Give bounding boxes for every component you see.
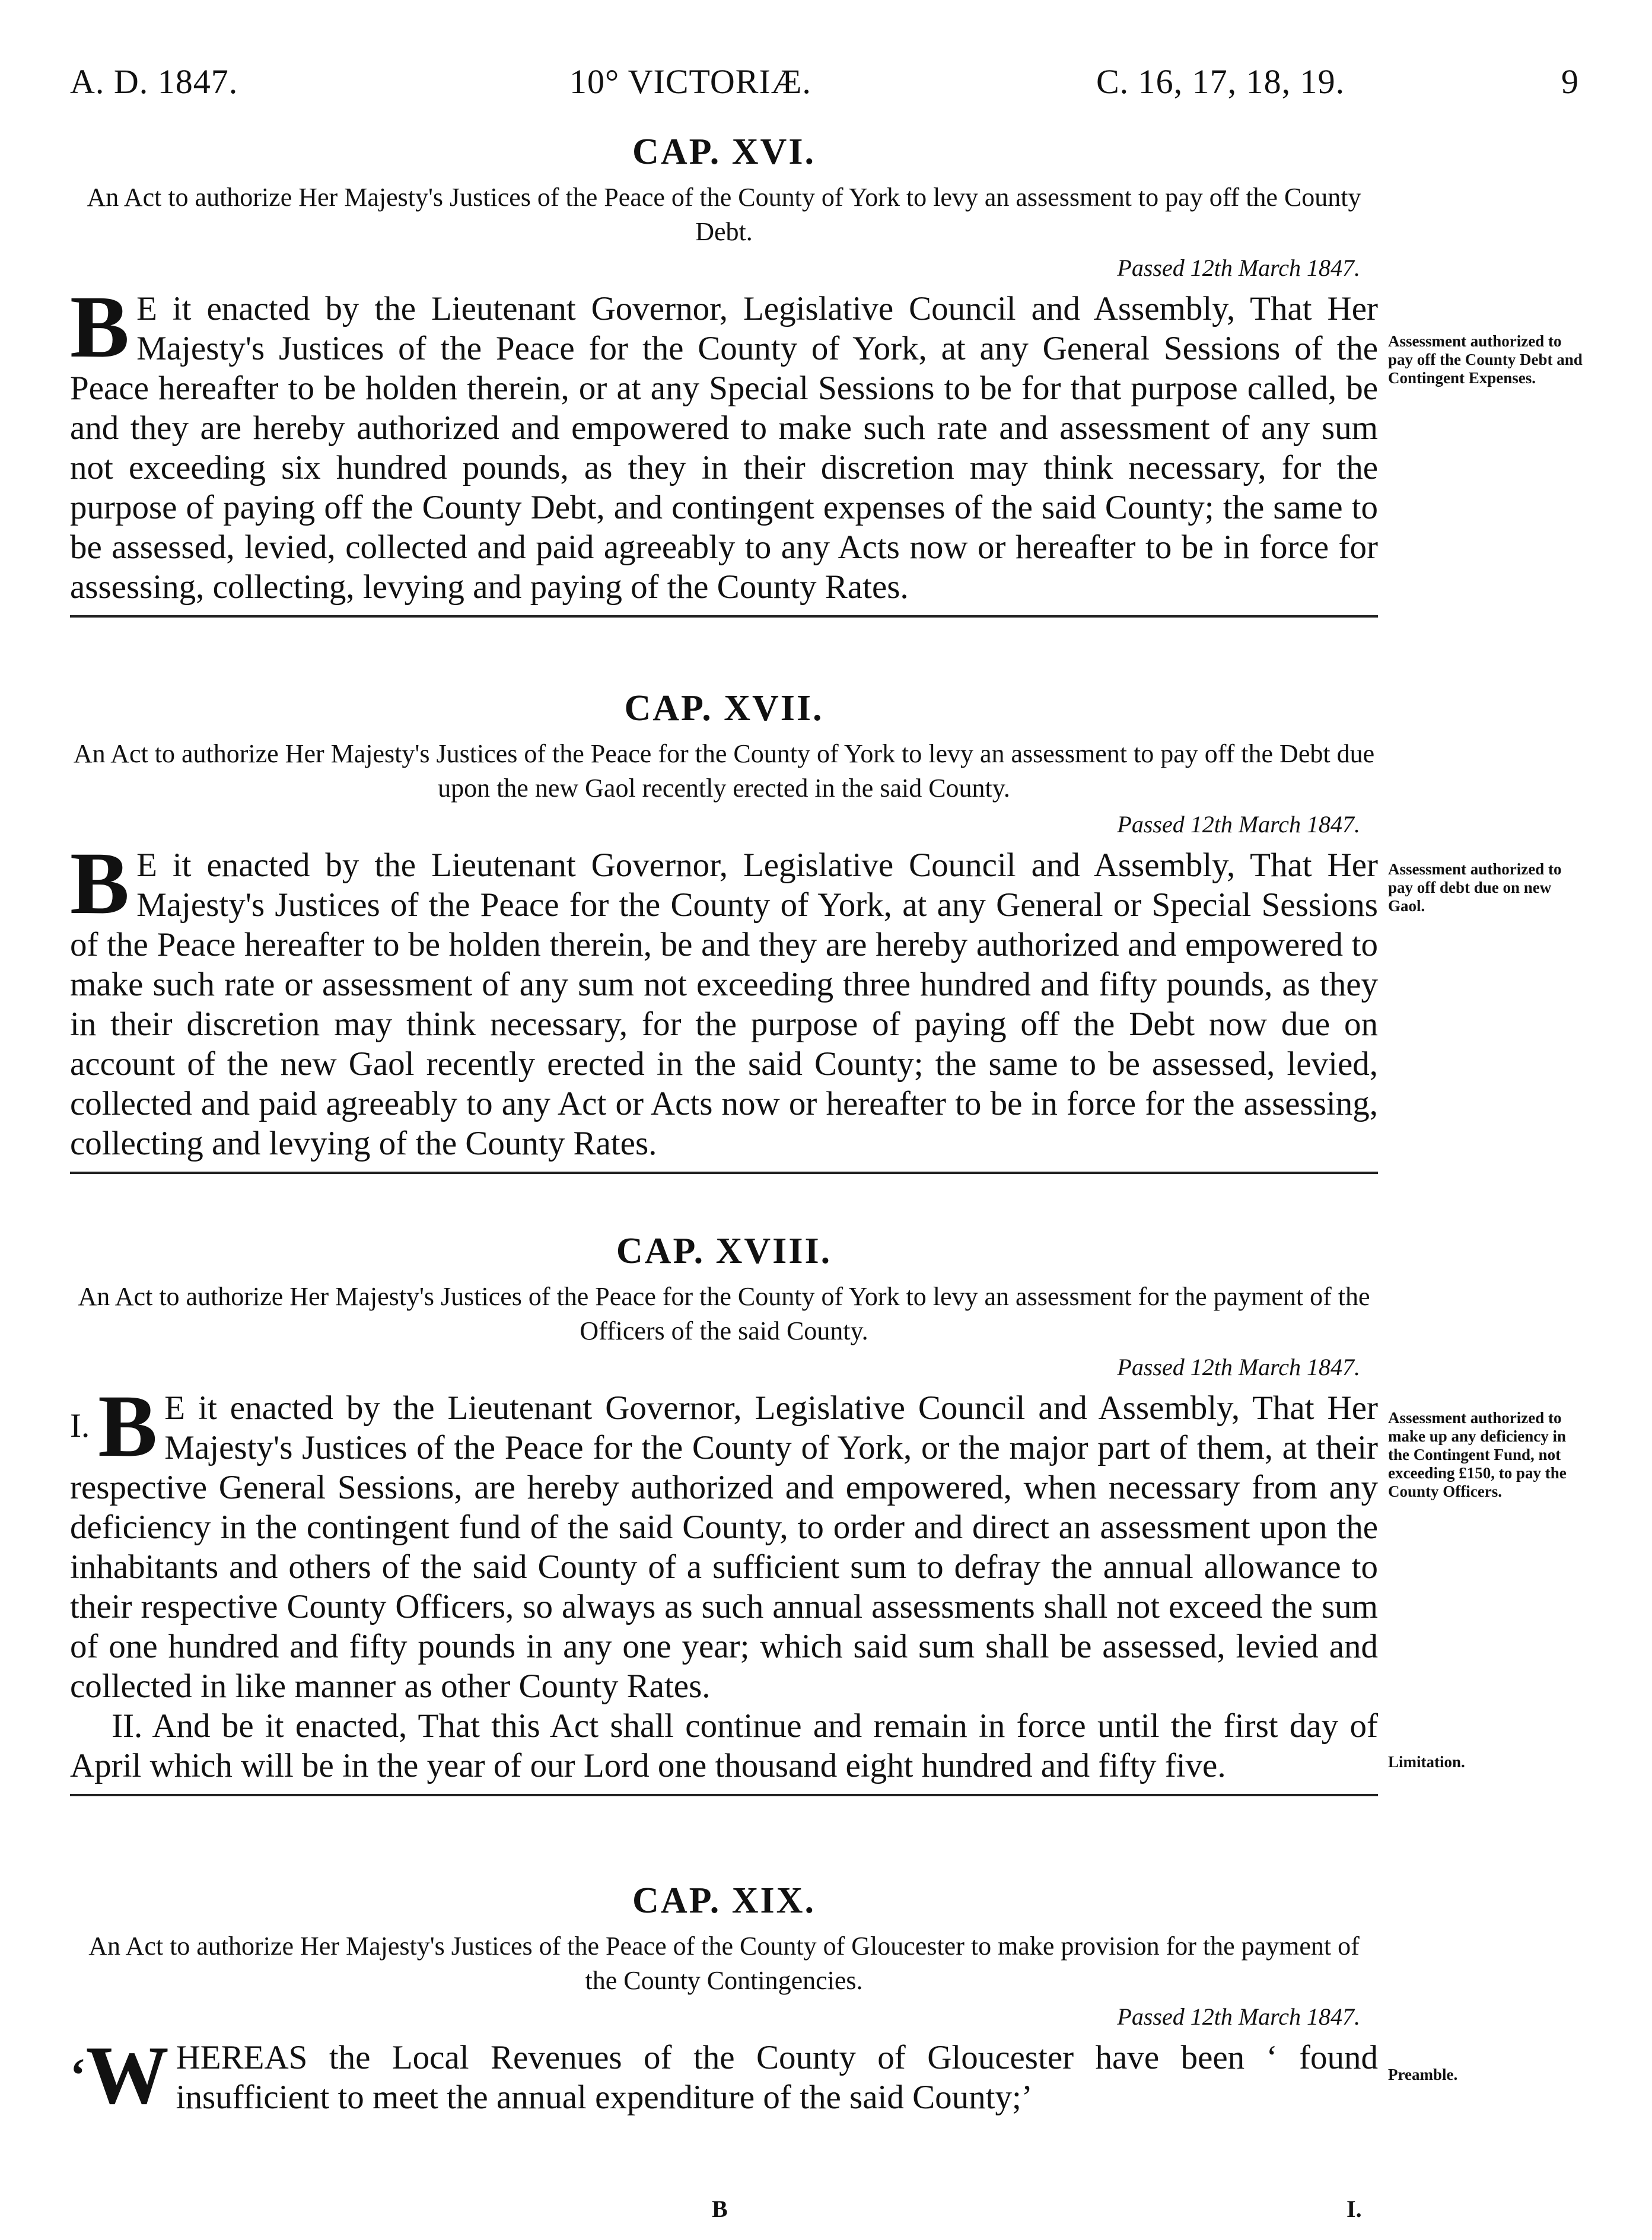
catchword: I. [1347,2196,1362,2222]
cap-19-passed-date: Passed 12th March 1847. [1117,2003,1360,2031]
cap-18-title: An Act to authorize Her Majesty's Justices of the Peace for the County of York to levy an assessment for the payment of the Officers of the said County. [78,1282,1370,1346]
cap-19-body-text: HEREAS the Local Revenues of the County of Gloucester have been ‘ found insufficient to meet the annual expenditure of the said County;’ [176,2039,1378,2117]
cap-19-initial-letter: W [85,2029,169,2122]
cap-18-heading: CAP. XVIII. [616,1231,832,1271]
cap-16-passed-date: Passed 12th March 1847. [1117,254,1360,282]
running-header-chapters: C. 16, 17, 18, 19. [1096,62,1345,101]
cap-18-section-2: II. And be it enacted, That this Act shall continue and remain in force until the first day of April which will be in the year of our Lord one thousand eight hundred and fifty five. [70,1707,1378,1785]
cap-18-margin-note: Assessment authorized to make up any deficiency in the Contingent Fund, not exceeding £150, to pay the County Officers. [1388,1409,1567,1500]
cap-16-margin-note: Assessment authorized to pay off the County Debt and Contingent Expenses. [1388,332,1583,387]
cap-19-margin-note: Preamble. [1388,2066,1458,2083]
cap-16-body [70,278,1378,607]
divider-rule [70,1172,1378,1174]
cap-18-limitation-note: Limitation. [1388,1753,1465,1771]
running-header-year: A. D. 1847. [70,62,238,101]
cap-17-body-text: E it enacted by the Lieutenant Governor, Legislative Council and Assembly, That Her Majesty's Justices of the Peace for the County of York, at any General or Special Sessions of the Peace hereafter to be holden therein, be and they are hereby authorized and empowered to make such rate or assessment of any sum not exceeding three hundred and fifty pounds, as they in their discretion may think necessary, for the purpose of paying off the Debt now due on account of the new Gaol recently erected in the said County; the same to be assessed, levied, collected and paid agreeably to any Act or Acts now or hereafter to be in force for the assessing, collecting and levying of the County Rates. [70,847,1378,1163]
cap-19-heading: CAP. XIX. [632,1881,816,1921]
cap-17-initial: B [70,834,130,933]
cap-16-title: An Act to authorize Her Majesty's Justices of the Peace of the County of York to levy an assessment to pay off the County Debt. [87,183,1361,247]
cap-17-section [70,688,1378,1185]
cap-19-body [70,2029,1378,2122]
signature-mark: B [712,2196,728,2222]
cap-19-initial [70,2029,169,2122]
divider-rule [70,615,1378,618]
divider-rule [70,1794,1378,1796]
cap-16-body-text: E it enacted by the Lieutenant Governor, Legislative Council and Assembly, That Her Majesty's Justices of the Peace for the County of York, at any General Sessions of the Peace hereafter to be holden therein, or at any Special Sessions to be for that purpose called, be and they are hereby authorized and empowered to make such rate and assessment of any sum not exceeding six hundred pounds, as they in their discretion may think necessary, for the purpose of paying off the County Debt, and contingent expenses of the said County; the same to be assessed, levied, collected and paid agreeably to any Acts now or hereafter to be in force for assessing, collecting, levying and paying of the County Rates. [70,290,1378,606]
running-header-regnal-year: 10° VICTORIÆ. [569,62,811,101]
cap-18-section-number: I. [70,1407,90,1445]
cap-17-title: An Act to authorize Her Majesty's Justices of the Peace for the County of York to levy an assessment to pay off the Debt due upon the new Gaol recently erected in the said County. [73,739,1375,803]
cap-19-quote-mark: ‘ [70,2050,86,2102]
cap-16-section [70,132,1378,628]
cap-18-passed-date: Passed 12th March 1847. [1117,1354,1360,1381]
cap-19-title: An Act to authorize Her Majesty's Justices of the Peace of the County of Gloucester to make provision for the payment of the County Contingencies. [88,1932,1360,1996]
cap-17-heading: CAP. XVII. [624,688,824,728]
page-number: 9 [1561,62,1579,101]
cap-17-passed-date: Passed 12th March 1847. [1117,811,1360,838]
cap-16-heading: CAP. XVI. [632,132,816,172]
cap-18-body [70,1377,1378,1706]
cap-16-initial: B [70,278,130,377]
cap-18-section [70,1231,1378,1807]
cap-18-initial: B [98,1377,158,1476]
cap-19-section [70,1881,1378,2122]
cap-17-margin-note: Assessment authorized to pay off debt due on new Gaol. [1388,860,1562,915]
cap-18-body-text: E it enacted by the Lieutenant Governor, Legislative Council and Assembly, That Her Majesty's Justices of the Peace for the County of York, or the major part of them, at their respective General Sessions, are hereby authorized and empowered, when necessary from any deficiency in the contingent fund of the said County, to order and direct an assessment upon the inhabitants and others of the said County of a sufficient sum to defray the annual allowance to their respective County Officers, so always as such annual assessments shall not exceed the sum of one hundred and fifty pounds in any one year; which said sum shall be assessed, levied and collected in like manner as other County Rates. [70,1389,1378,1706]
cap-17-body [70,834,1378,1163]
